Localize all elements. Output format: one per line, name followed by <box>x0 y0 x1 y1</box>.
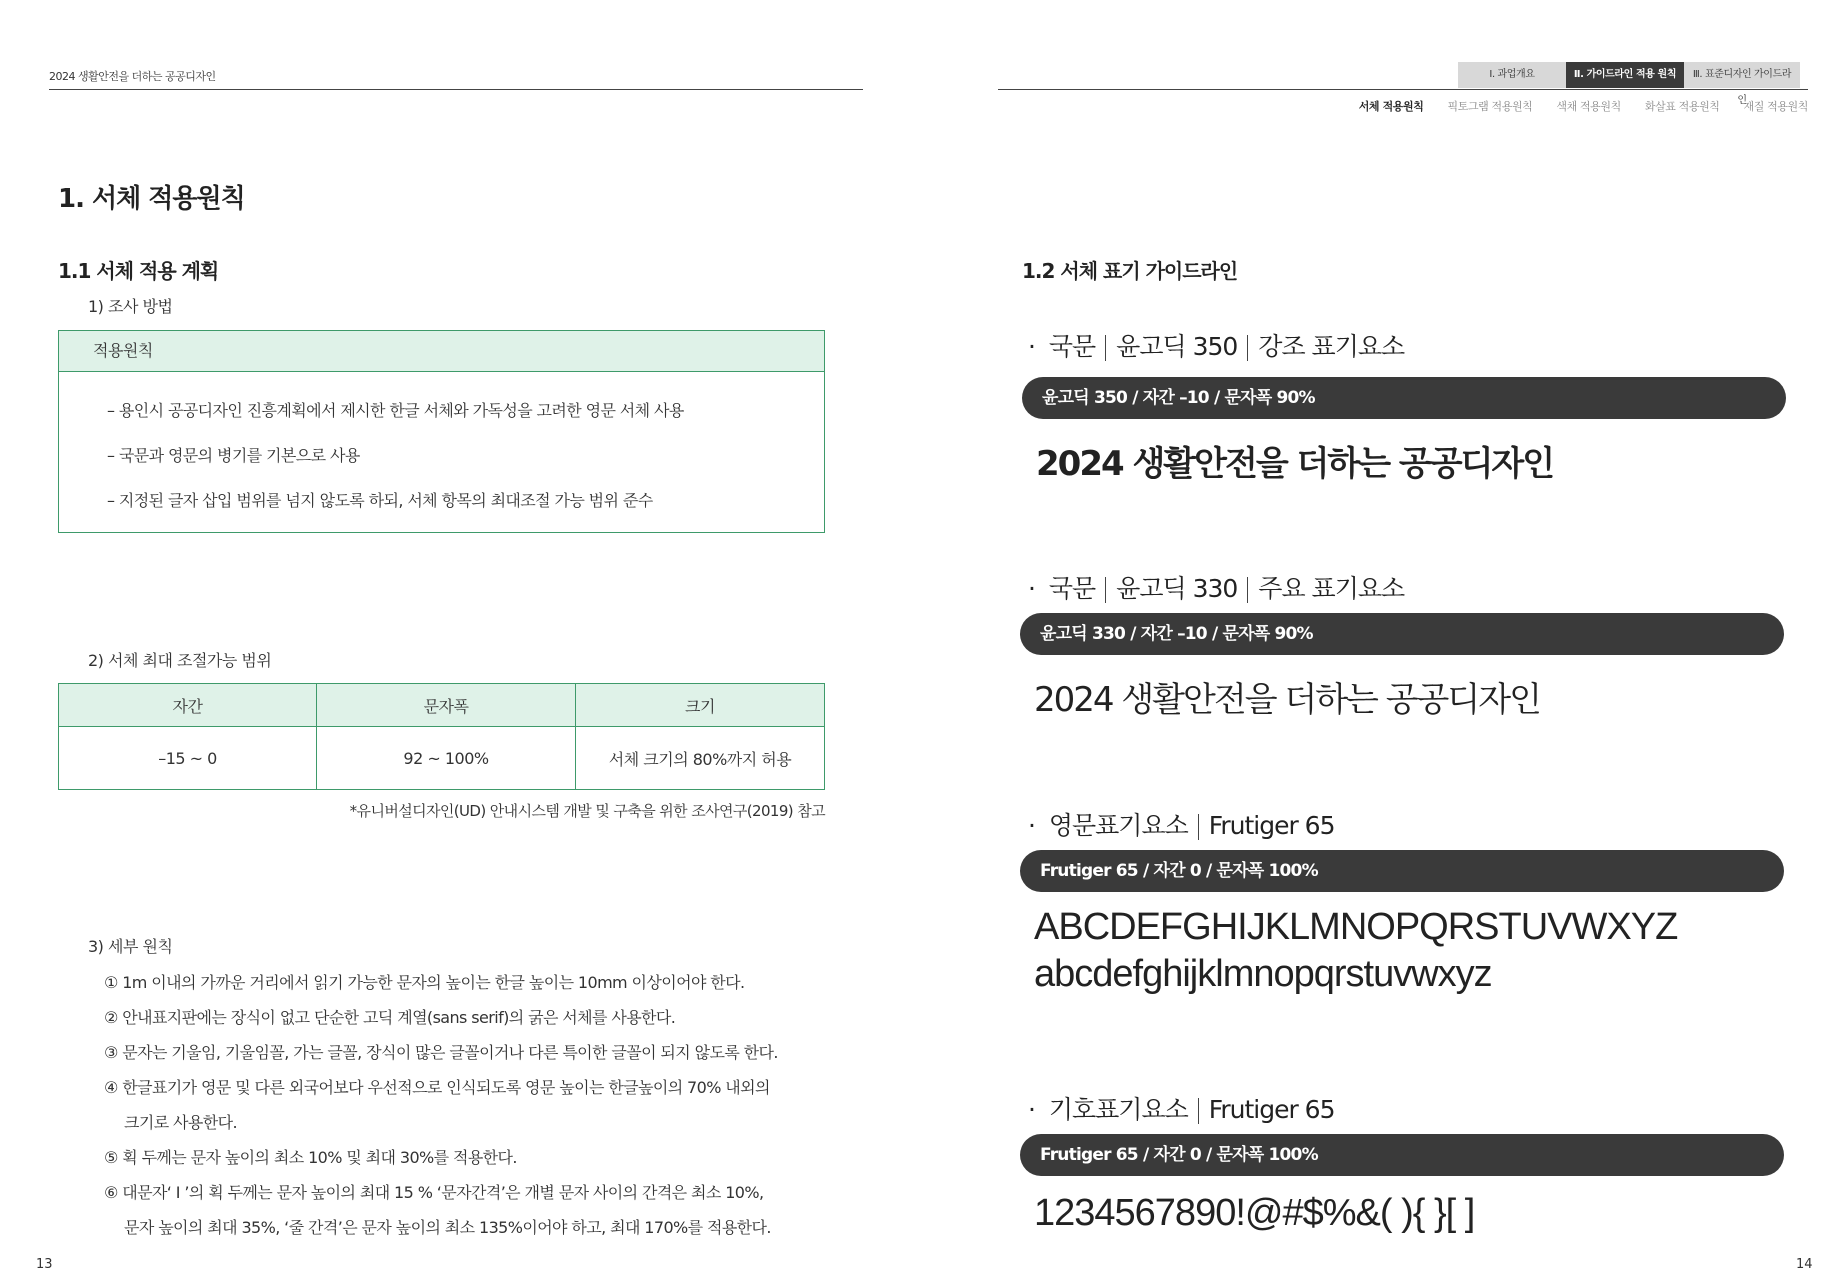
table-cell: 92 ~ 100% <box>317 727 576 790</box>
section-subnav <box>1359 98 1808 114</box>
separator <box>1105 335 1106 361</box>
subnav-item-arrow[interactable]: 화살표 적용원칙 <box>1644 100 1720 113</box>
spec-usage: 주요 표기요소 <box>1258 574 1405 603</box>
font-setting-pill: Frutiger 65 / 자간 0 / 문자폭 100% <box>1020 850 1784 892</box>
page-title: 1. 서체 적용원칙 <box>58 184 245 214</box>
subnav-item-typeface[interactable]: 서체 적용원칙 <box>1358 100 1424 113</box>
spec-font: 윤고딕 350 <box>1116 332 1238 361</box>
principle-item: – 용인시 공공디자인 진흥계획에서 제시한 한글 서체와 가독성을 고려한 영문 서체 사용 <box>107 401 684 420</box>
spec-font: 윤고딕 330 <box>1116 574 1238 603</box>
table-header-cell: 문자폭 <box>317 684 576 727</box>
spec-label: 국문 <box>1048 332 1096 361</box>
font-spec-heading <box>1028 806 1334 842</box>
principle-box <box>58 330 825 533</box>
spec-font: Frutiger 65 <box>1208 1095 1335 1124</box>
subheading-detail-principles: 3) 세부 원칙 <box>88 937 173 956</box>
spec-font: Frutiger 65 <box>1208 811 1335 840</box>
font-spec-heading <box>1028 327 1404 363</box>
subnav-item-color[interactable]: 색채 적용원칙 <box>1556 100 1621 113</box>
subheading-survey-method: 1) 조사 방법 <box>88 297 173 316</box>
separator <box>1105 577 1106 603</box>
font-sample-uppercase: ABCDEFGHIJKLMNOPQRSTUVWXYZ <box>1034 906 1678 948</box>
font-spec-heading <box>1028 1090 1334 1126</box>
table-cell: 서체 크기의 80%까지 허용 <box>576 727 825 790</box>
chapter-tabs <box>1458 62 1800 106</box>
spec-label: 영문표기요소 <box>1048 811 1188 840</box>
principle-box-heading: 적용원칙 <box>59 331 824 372</box>
table-header-row <box>59 684 825 727</box>
font-setting-pill: 윤고딕 330 / 자간 –10 / 문자폭 90% <box>1020 613 1784 655</box>
header-divider-right <box>998 89 1808 90</box>
detail-item: ⑥ 대문자‘ I ’의 획 두께는 문자 높이의 최대 15 % ‘문자간격’은 개별 문자 사이의 간격은 최소 10%, <box>104 1183 764 1202</box>
table-header-cell: 자간 <box>59 684 317 727</box>
spec-label: 기호표기요소 <box>1048 1095 1188 1124</box>
header-divider-left <box>49 89 863 90</box>
spec-usage: 강조 표기요소 <box>1258 332 1405 361</box>
separator <box>1247 577 1248 603</box>
detail-item: ⑤ 획 두께는 문자 높이의 최소 10% 및 최대 30%를 적용한다. <box>104 1148 517 1167</box>
table-cell: –15 ~ 0 <box>59 727 317 790</box>
detail-item: ④ 한글표기가 영문 및 다른 외국어보다 우선적으로 인식되도록 영문 높이는 한글높이의 70% 내외의 <box>104 1078 770 1097</box>
tab-overview[interactable]: Ⅰ. 과업개요 <box>1458 62 1566 88</box>
tab-guideline-principles[interactable]: Ⅱ. 가이드라인 적용 원칙 <box>1566 62 1684 88</box>
spec-label: 국문 <box>1048 574 1096 603</box>
bullet: · <box>1028 811 1035 840</box>
page-number-right: 14 <box>1796 1257 1813 1272</box>
detail-item: ② 안내표지판에는 장식이 없고 단순한 고딕 계열(sans serif)의 굵은 서체를 사용한다. <box>104 1008 676 1027</box>
font-sample: 2024 생활안전을 더하는 공공디자인 <box>1034 680 1540 720</box>
tab-standard-design[interactable]: Ⅲ. 표준디자인 가이드라인 <box>1684 62 1800 88</box>
section-heading-1-2: 1.2 서체 표기 가이드라인 <box>1022 259 1238 283</box>
table-footnote: *유니버설디자인(UD) 안내시스템 개발 및 구축을 위한 조사연구(2019) 참고 <box>349 802 825 820</box>
section-heading-1-1: 1.1 서체 적용 계획 <box>58 259 219 283</box>
font-sample-symbols: 1234567890!@#$%&( ){ }[ ] <box>1034 1192 1475 1234</box>
document-header: 2024 생활안전을 더하는 공공디자인 <box>49 70 216 83</box>
principle-item: – 국문과 영문의 병기를 기본으로 사용 <box>107 446 360 465</box>
subheading-font-range: 2) 서체 최대 조절가능 범위 <box>88 651 272 670</box>
subnav-item-material[interactable]: 재질 적용원칙 <box>1743 100 1808 113</box>
page-number-left: 13 <box>36 1257 53 1272</box>
font-setting-pill: 윤고딕 350 / 자간 –10 / 문자폭 90% <box>1022 377 1786 419</box>
separator <box>1198 1098 1199 1124</box>
font-range-table <box>58 683 825 790</box>
separator <box>1247 335 1248 361</box>
detail-item-continuation: 크기로 사용한다. <box>124 1113 237 1132</box>
detail-item-continuation: 문자 높이의 최대 35%, ‘줄 간격’은 문자 높이의 최소 135%이어야 하고, 최대 170%를 적용한다. <box>124 1218 771 1237</box>
font-setting-pill: Frutiger 65 / 자간 0 / 문자폭 100% <box>1020 1134 1784 1176</box>
table-row <box>59 727 825 790</box>
bullet: · <box>1028 332 1035 361</box>
bullet: · <box>1028 1095 1035 1124</box>
font-spec-heading <box>1028 569 1404 605</box>
separator <box>1198 814 1199 840</box>
font-sample-lowercase: abcdefghijklmnopqrstuvwxyz <box>1034 953 1492 995</box>
font-sample: 2024 생활안전을 더하는 공공디자인 <box>1036 444 1554 484</box>
detail-item: ③ 문자는 기울임, 기울임꼴, 가는 글꼴, 장식이 많은 글꼴이거나 다른 특이한 글꼴이 되지 않도록 한다. <box>104 1043 778 1062</box>
principle-item: – 지정된 글자 삽입 범위를 넘지 않도록 하되, 서체 항목의 최대조절 가능 범위 준수 <box>107 491 653 510</box>
table-header-cell: 크기 <box>576 684 825 727</box>
detail-item: ① 1m 이내의 가까운 거리에서 읽기 가능한 문자의 높이는 한글 높이는 10mm 이상이어야 한다. <box>104 973 745 992</box>
bullet: · <box>1028 574 1035 603</box>
subnav-item-pictogram[interactable]: 픽토그램 적용원칙 <box>1447 100 1533 113</box>
